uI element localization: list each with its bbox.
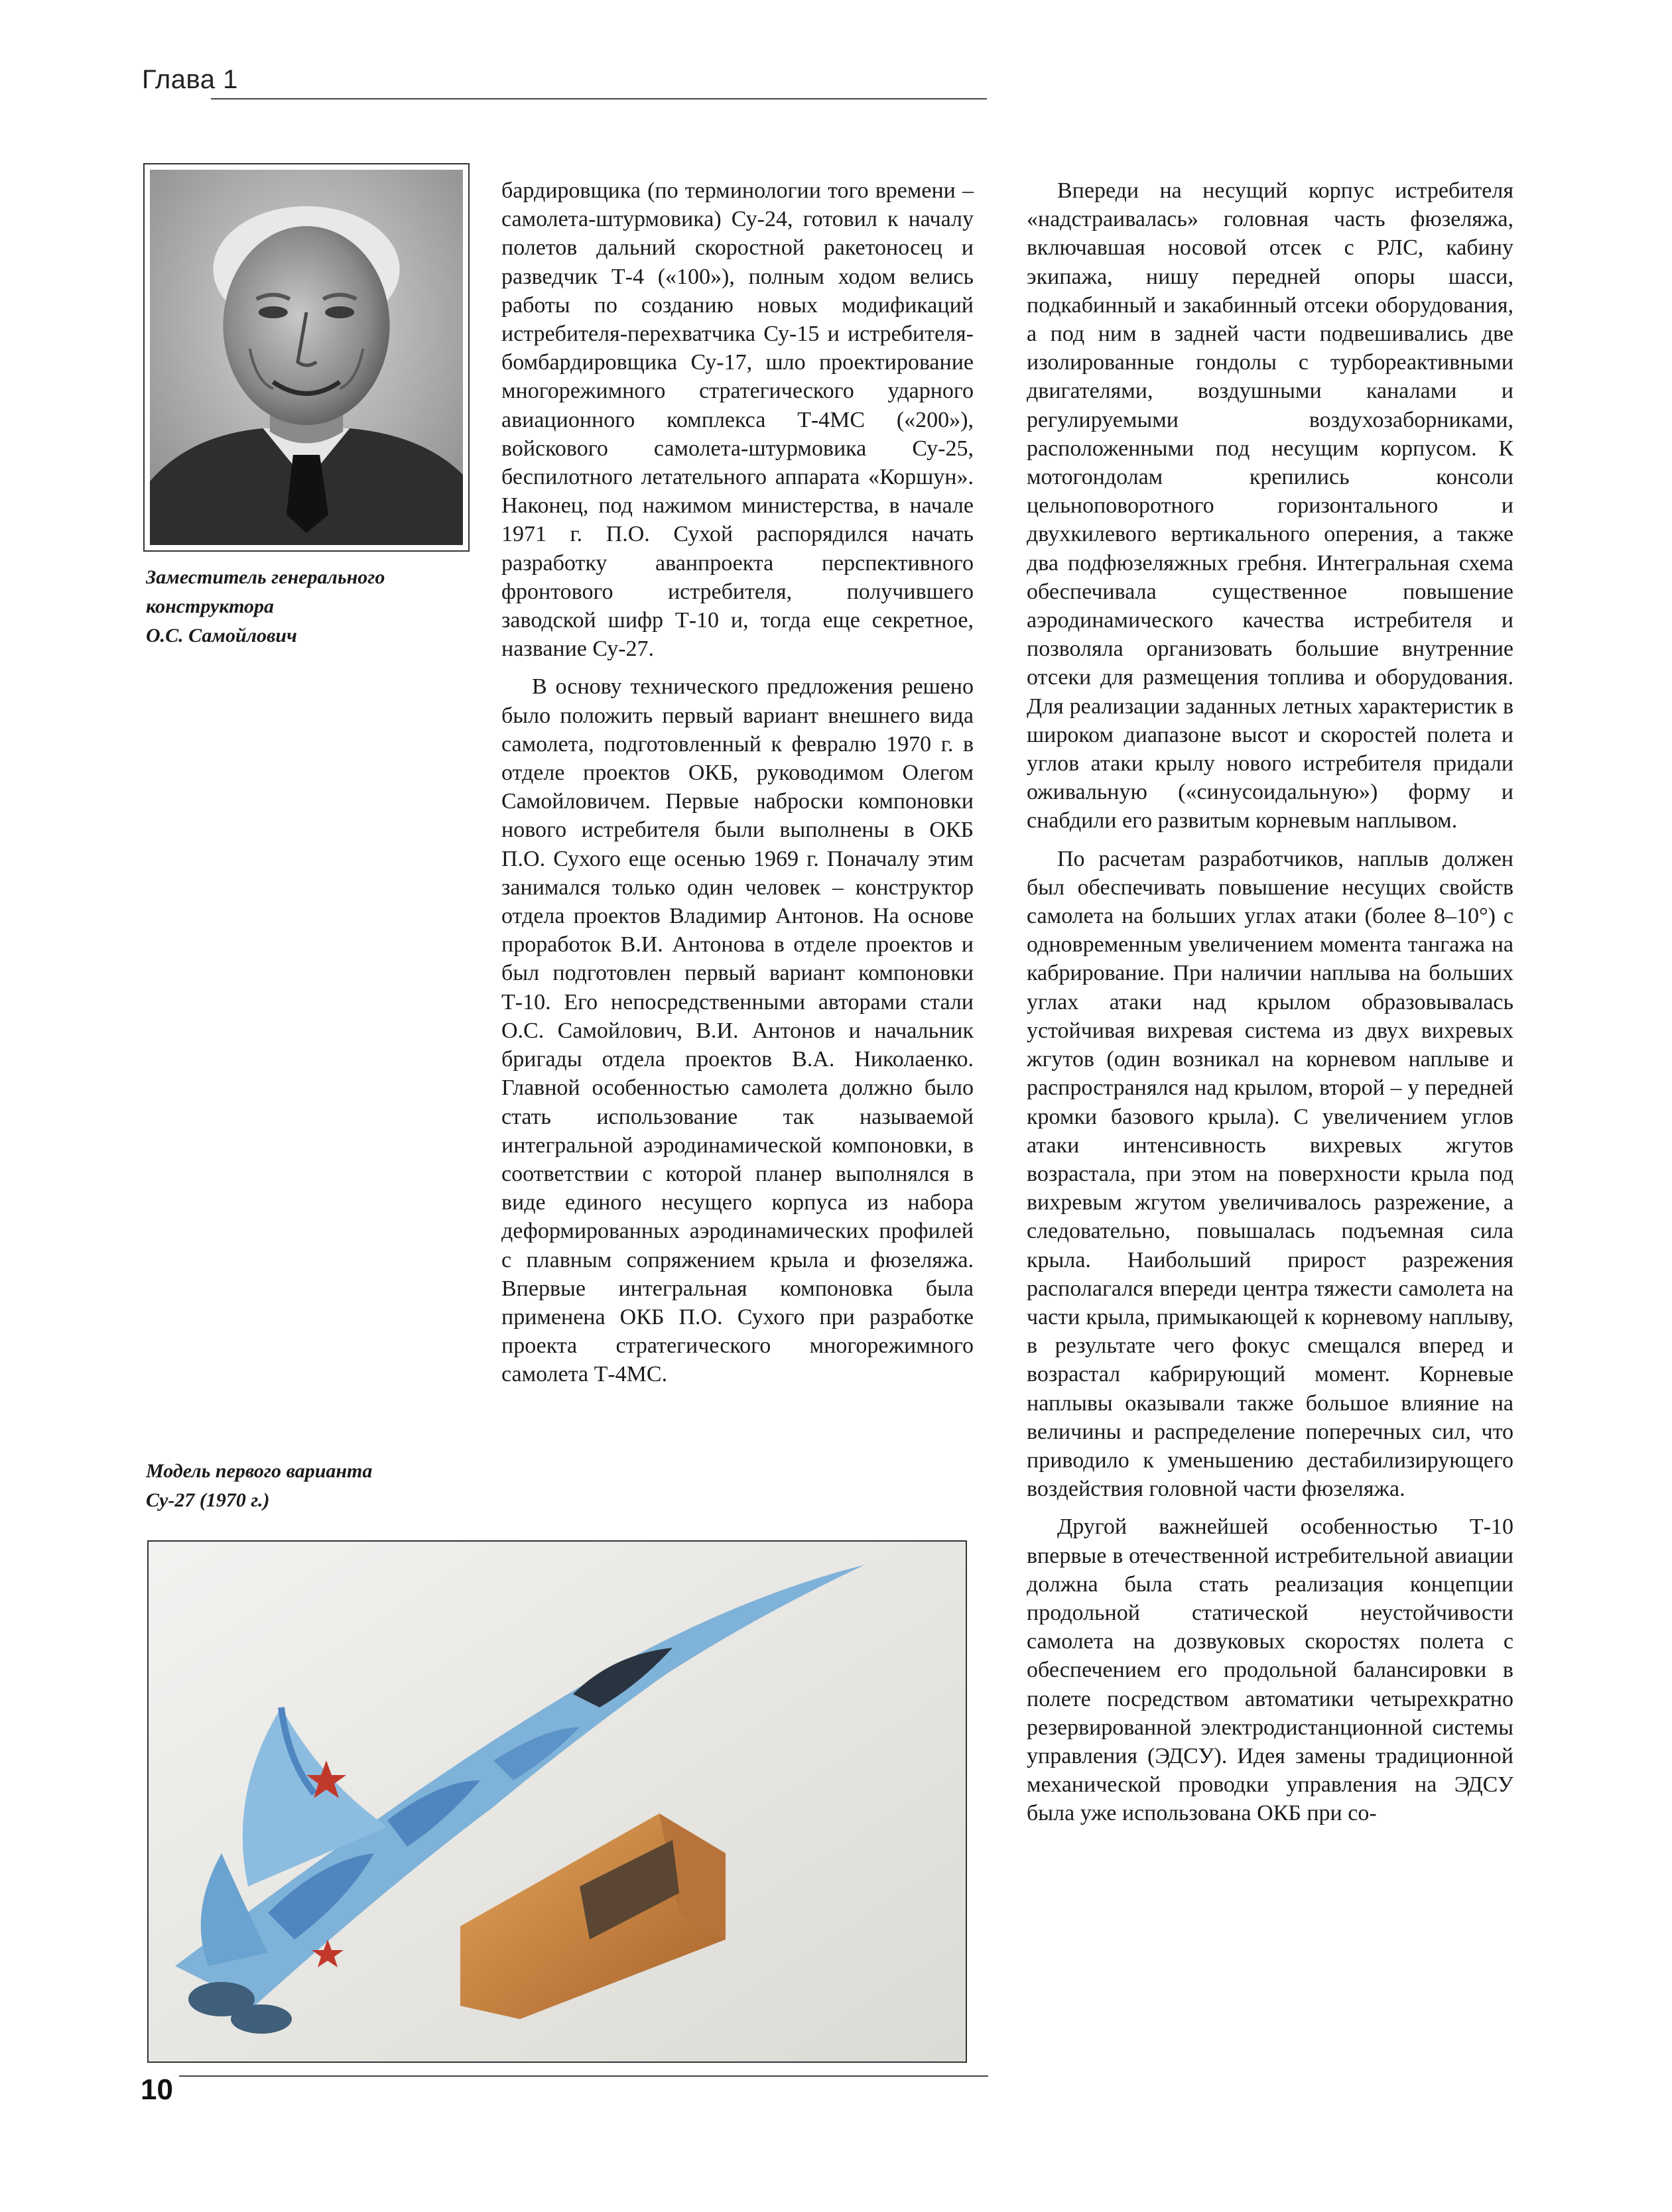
footer-rule	[179, 2075, 988, 2077]
header-rule	[211, 98, 987, 99]
page-number: 10	[141, 2073, 173, 2106]
paragraph: По расчетам разработчиков, наплыв должен был обеспечивать повышение несущих свойств самолета на больших углах атаки (более 8–10°) с одновременным увеличением момента тангажа на кабрирование. При наличии наплыва на больших углах атаки над крылом образовывалась устойчивая вихревая система из двух вихревых жгутов (один возникал на корневом наплыве и распространялся над крылом, второй – у передней кромки базового крыла). С увеличением углов атаки интенсивность вихревых жгутов возрастала, при этом на поверхности крыла под вихревым жгутом увеличивалось разрежение, а следовательно, повышалась подъемная сила крыла. Наибольший прирост разрежения располагался впереди центра тяжести самолета на части крыла, примыкающей к корневому наплыву, в результате чего фокус смещался вперед и возрастал кабрирующий момент. Корневые наплывы оказывали также большое влияние на величины и распределение поперечных сил, что приводило к уменьшению дестабилизирующего воздействия головной части фюзеляжа.	[1027, 846, 1513, 1502]
running-header: Глава 1	[142, 65, 238, 94]
portrait-caption	[146, 563, 424, 650]
text-column-middle	[501, 176, 974, 1389]
aircraft-model-image	[149, 1542, 966, 2061]
paragraph: В основу технического предложения решено было положить первый вариант внешнего вида самолета, подготовленный к февралю 1970 г. в отделе проектов ОКБ, руководимом Олегом Самойловичем. Первые наброски компоновки нового истребителя были выполнены в ОКБ П.О. Сухого еще осенью 1969 г. Поначалу этим занимался только один человек – конструктор отдела проектов Владимир Антонов. На основе проработок В.И. Антонова в отделе проектов и был подготовлен первый вариант компоновки Т-10. Его непосредственными авторами стали О.С. Самойлович, В.И. Антонов и начальник бригады отдела проектов В.А. Николаенко. Главной особенностью самолета должно было стать использование так называемой интегральной аэродинамической компоновки, в соответствии с которой планер выполнялся в виде единого несущего корпуса из набора деформированных аэродинамических профилей с плавным сопряжением крыла и фюзеляжа. Впервые интегральная компоновка была применена ОКБ П.О. Сухого при разработке проекта стратегического многорежимного самолета Т-4МС.	[501, 674, 974, 1387]
caption-line: О.С. Самойлович	[146, 625, 297, 646]
caption-line: Модель первого варианта	[146, 1460, 373, 1482]
caption-line: Су-27 (1970 г.)	[146, 1489, 270, 1511]
text-column-right	[1027, 176, 1513, 1828]
paragraph: бардировщика (по терминологии того времени – самолета-штурмовика) Су-24, готовил к началу полетов дальний скоростной ракетоносец и разведчик Т-4 («100»), полным ходом велись работы по созданию новых модификаций истребителя-перехватчика Су-15 и истребителя-бомбардировщика Су-17, шло проектирование многорежимного стратегического ударного авиационного комплекса Т-4МС («200»), войскового самолета-штурмовика Су-25, беспилотного летательного аппарата «Коршун». Наконец, под нажимом министерства, в начале 1971 г. П.О. Сухой распорядился начать разработку аванпроекта перспективного фронтового истребителя, получившего заводской шифр Т-10 и, тогда еще секретное, название Су-27.	[501, 178, 974, 662]
model-photo	[147, 1540, 967, 2063]
model-caption	[146, 1457, 424, 1515]
portrait-photo	[143, 163, 470, 552]
paragraph: Впереди на несущий корпус истребителя «надстраивалась» головная часть фюзеляжа, включавшая носовой отсек с РЛС, кабину экипажа, нишу передней опоры шасси, подкабинный и закабинный отсеки оборудования, а под ним в задней части подвешивались две изолированные гондолы с турбореактивными двигателями, воздушными каналами и регулируемыми воздухозаборниками, расположенными под несущим корпусом. К мотогондолам крепились консоли цельноповоротного горизонтального и двухкилевого вертикального оперения, а также два подфюзеляжных гребня. Интегральная схема обеспечивала существенное повышение аэродинамического качества истребителя и позволяла организовать большие внутренние отсеки для размещения топлива и оборудования. Для реализации заданных летных характеристик в широком диапазоне высот и скоростей полета и углов атаки крылу нового истребителя придали оживальную («синусоидальную») форму и снабдили его развитым корневым наплывом.	[1027, 178, 1513, 833]
portrait-image	[150, 170, 463, 545]
caption-line: Заместитель генерального	[146, 566, 385, 588]
caption-line: конструктора	[146, 595, 275, 617]
paragraph: Другой важнейшей особенностью Т-10 впервые в отечественной истребительной авиации должна была стать реализация концепции продольной статической неустойчивости самолета на дозвуковых скоростях полета с обеспечением его продольной балансировки в полете посредством автоматики четырехкратно резервированной электродистанционной системы управления (ЭДСУ). Идея замены традиционной механической проводки управления на ЭДСУ была уже использована ОКБ при со-	[1027, 1514, 1513, 1826]
